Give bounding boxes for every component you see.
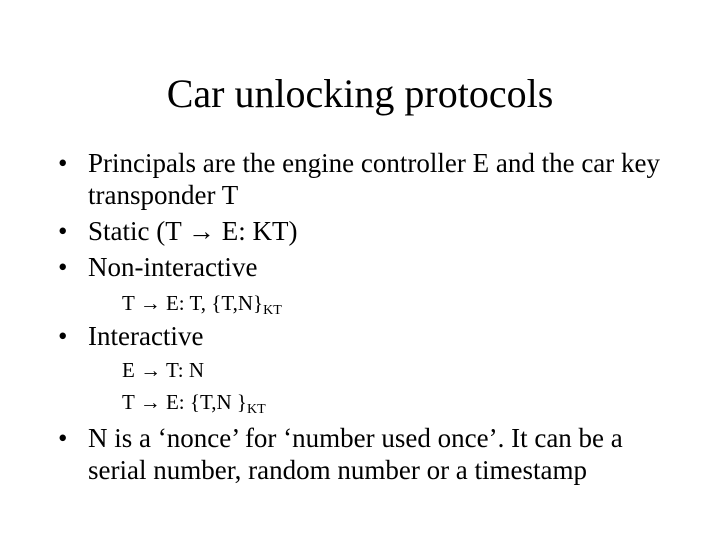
bullet-principals — [58, 147, 678, 211]
bullet-text: Non-interactive — [88, 252, 258, 282]
interactive-message-2 — [122, 389, 682, 419]
noninteractive-message — [122, 290, 682, 320]
bullet-noninteractive — [58, 251, 678, 283]
bullet-text: N is a ‘nonce’ for ‘number used once’. It can be a serial number, random number or a timestamp — [88, 423, 623, 485]
message-subscript: KT — [246, 402, 266, 417]
bullet-text: Static (T → E: KT) — [88, 216, 298, 246]
bullet-text: Principals are the engine controller E and the car key transponder T — [88, 148, 661, 210]
bullet-marker: • — [58, 148, 68, 178]
message-text: E → T: N — [122, 358, 204, 382]
interactive-message-1 — [122, 357, 682, 387]
message-subscript: KT — [263, 303, 282, 318]
bullet-marker: • — [58, 321, 68, 351]
bullet-nonce — [58, 422, 678, 486]
bullet-static — [58, 215, 678, 247]
bullet-marker: • — [58, 216, 68, 246]
bullet-marker: • — [58, 252, 68, 282]
bullet-text: Interactive — [88, 321, 204, 351]
message-text: T → E: {T,N } — [122, 390, 247, 414]
slide-title: Car unlocking protocols — [166, 71, 554, 116]
bullet-marker: • — [58, 423, 68, 453]
message-text: T → E: T, {T,N} — [122, 291, 264, 315]
bullet-interactive — [58, 320, 678, 352]
